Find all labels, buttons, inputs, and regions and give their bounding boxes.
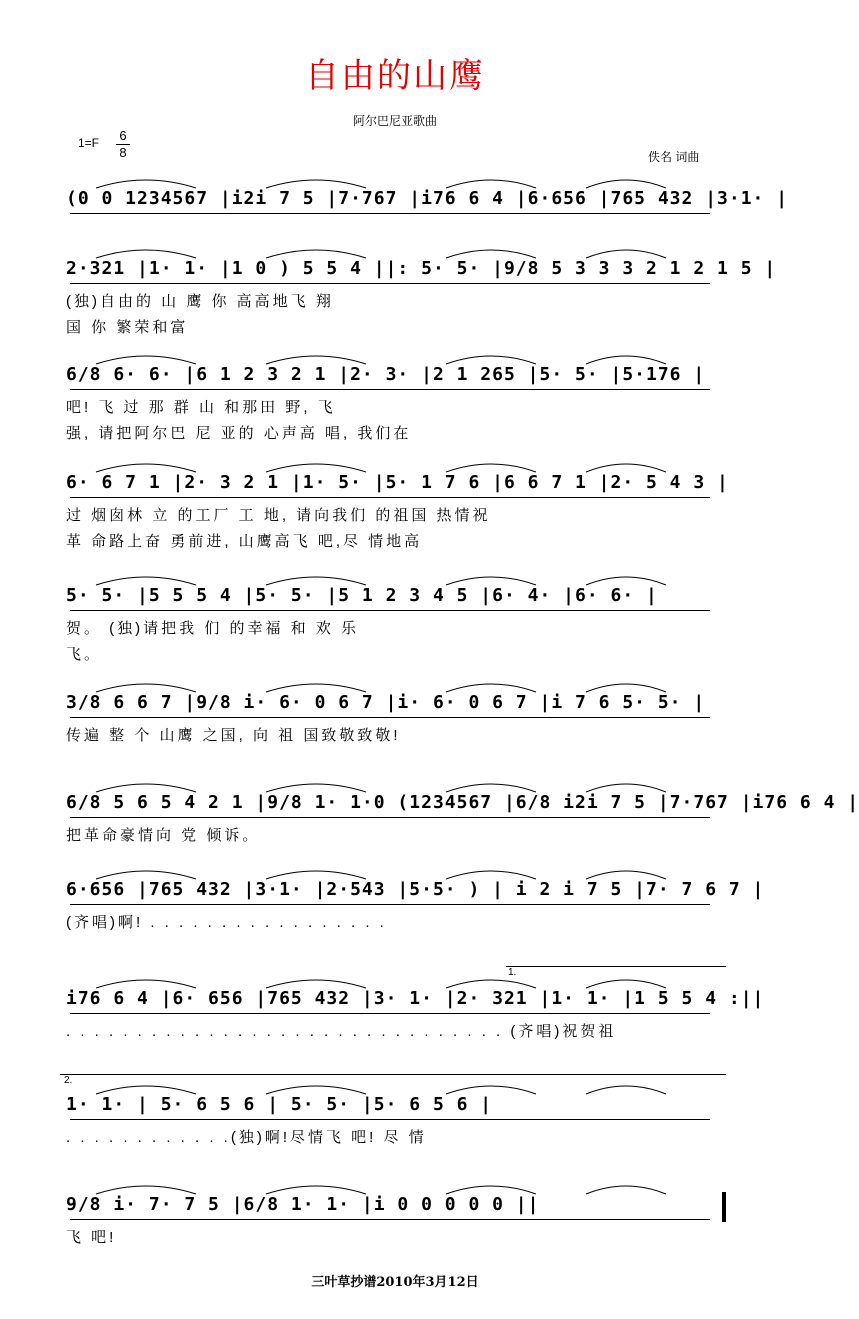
credit-line: 佚名 词曲 [648, 150, 700, 164]
lyric-verse-1: . . . . . . . . . . . . . . . . . . . . . . . . . . . . . . . (齐唱)祝贺祖 [66, 1023, 617, 1040]
lyric-verse-2: 飞。 [66, 646, 103, 663]
notation-line: 1· 1· | 5· 6 5 6 | 5· 5· |5· 6 5 6 | [66, 1094, 493, 1115]
beam-line [70, 1219, 710, 1220]
beam-line [70, 904, 710, 905]
key-signature [78, 128, 127, 160]
beam-line [70, 817, 710, 818]
beam-line [70, 1119, 710, 1120]
beam-line [70, 717, 710, 718]
lyric-verse-1: 贺。 (独)请把我 们 的幸福 和 欢 乐 [66, 620, 359, 637]
notation-line: 2·321 |1· 1· |1 0 ) 5 5 4 ||: 5· 5· |9/8 5 3 3 3 2 1 2 1 5 | [66, 258, 777, 279]
final-barline [722, 1192, 726, 1222]
volta-2-label: 2. [64, 1075, 73, 1086]
lyric-verse-2 [66, 1048, 726, 1068]
lyric-verse-1: 把革命豪情向 党 倾诉。 [66, 827, 261, 844]
beam-line [70, 1013, 710, 1014]
lyric-verse-1: . . . . . . . . . . . .(独)啊!尽情飞 吧! 尽 情 [66, 1129, 427, 1146]
volta-1-bracket [506, 966, 726, 978]
notation-line: 5· 5· |5 5 5 4 |5· 5· |5 1 2 3 4 5 |6· 4· |6· 6· | [66, 585, 658, 606]
transcriber-note: 三叶草抄谱2010年3月12日 [311, 1275, 479, 1290]
notation-line: 6/8 5 6 5 4 2 1 |9/8 1· 1·0 (1234567 |6/8 i2i 7 5 |7·767 |i76 6 4 | [66, 792, 859, 813]
notation-line: (0 0 1234567 |i2i 7 5 |7·767 |i76 6 4 |6·656 |765 432 |3·1· | [66, 188, 789, 209]
song-title: 自由的山鹰 [305, 56, 485, 96]
time-denominator: 8 [119, 145, 127, 160]
notation-line: 9/8 i· 7· 7 5 |6/8 1· 1· |i 0 0 0 0 0 || [66, 1194, 540, 1215]
lyric-verse-1: 飞 吧! [66, 1229, 117, 1246]
lyric-verse-1: 吧! 飞 过 那 群 山 和那田 野, 飞 [66, 399, 336, 416]
lyric-verse-1 [66, 222, 726, 242]
volta-1-label: 1. [508, 967, 517, 978]
notation-line: 6· 6 7 1 |2· 3 2 1 |1· 5· |5· 1 7 6 |6 6 7 1 |2· 5 4 3 | [66, 472, 729, 493]
lyric-verse-1: 过 烟囱林 立 的工厂 工 地, 请向我们 的祖国 热情祝 [66, 507, 491, 524]
lyric-verse-1: 传遍 整 个 山鹰 之国, 向 祖 国致敬致敬! [66, 727, 401, 744]
lyric-verse-2 [66, 939, 726, 959]
time-signature [116, 128, 130, 161]
lyric-verse-1: (齐唱)啊! . . . . . . . . . . . . . . . . . [66, 914, 387, 931]
beam-line [70, 610, 710, 611]
beam-line [70, 213, 710, 214]
notation-line: 3/8 6 6 7 |9/8 i· 6· 0 6 7 |i· 6· 0 6 7 |i 7 6 5· 5· | [66, 692, 706, 713]
lyric-verse-2 [66, 1154, 726, 1174]
volta-2-bracket [60, 1074, 726, 1086]
lyric-verse-2: 国 你 繁荣和富 [66, 319, 189, 336]
lyric-verse-2: 强, 请把阿尔巴 尼 亚的 心声高 唱, 我们在 [66, 425, 412, 442]
notation-line: 6·656 |765 432 |3·1· |2·543 |5·5· ) | i 2 i 7 5 |7· 7 6 7 | [66, 879, 765, 900]
beam-line [70, 389, 710, 390]
song-subtitle: 阿尔巴尼亚歌曲 [352, 114, 437, 128]
lyric-verse-2 [66, 752, 726, 772]
lyric-verse-2: 革 命路上奋 勇前进, 山鹰高飞 吧,尽 情地高 [66, 533, 423, 550]
time-numerator: 6 [116, 128, 130, 145]
lyric-verse-1: (独)自由的 山 鹰 你 高高地飞 翔 [66, 293, 334, 310]
beam-line [70, 283, 710, 284]
beam-line [70, 497, 710, 498]
notation-line: i76 6 4 |6· 656 |765 432 |3· 1· |2· 321 |1· 1· |1 5 5 4 :|| [66, 988, 765, 1009]
key-label: 1=F [78, 136, 100, 150]
notation-line: 6/8 6· 6· |6 1 2 3 2 1 |2· 3· |2 1 265 |5· 5· |5·176 | [66, 364, 706, 385]
